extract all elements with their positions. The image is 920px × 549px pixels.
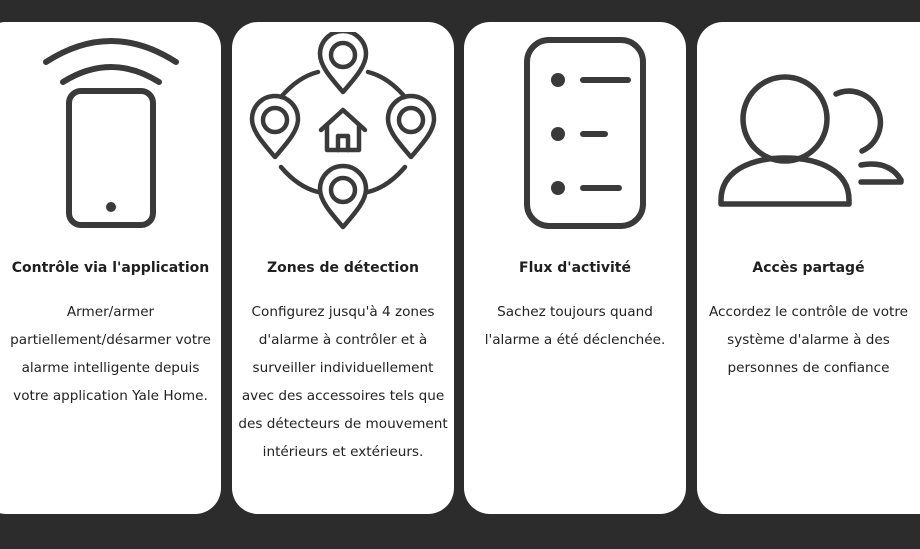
feature-description: Armer/armer partiellement/désarmer votre alarme intelligente depuis votre application Yale Home.: [10, 304, 211, 404]
feature-description: Sachez toujours quand l'alarme a été déclenchée.: [484, 304, 666, 348]
feature-card-activity-feed: [464, 22, 686, 514]
feature-title: Zones de détection: [267, 260, 419, 276]
feature-title: Accès partagé: [752, 260, 865, 276]
feature-title: Contrôle via l'application: [11, 260, 210, 276]
shared-users-icon: [697, 32, 920, 232]
feature-card-app-control: [0, 22, 221, 514]
activity-list-icon: [464, 32, 686, 232]
feature-card-shared-access: [697, 22, 920, 514]
smartphone-signal-icon: [0, 32, 221, 232]
feature-description: Accordez le contrôle de votre système d'alarme à des personnes de confiance: [708, 304, 909, 376]
feature-card-detection-zones: [232, 22, 454, 514]
feature-description: Configurez jusqu'à 4 zones d'alarme à contrôler et à surveiller individuellement avec des accessoires tels que des détecteurs de mouvement intérieurs et extérieurs.: [238, 304, 448, 460]
feature-title: Flux d'activité: [519, 260, 631, 276]
home-zones-pins-icon: [232, 32, 454, 232]
